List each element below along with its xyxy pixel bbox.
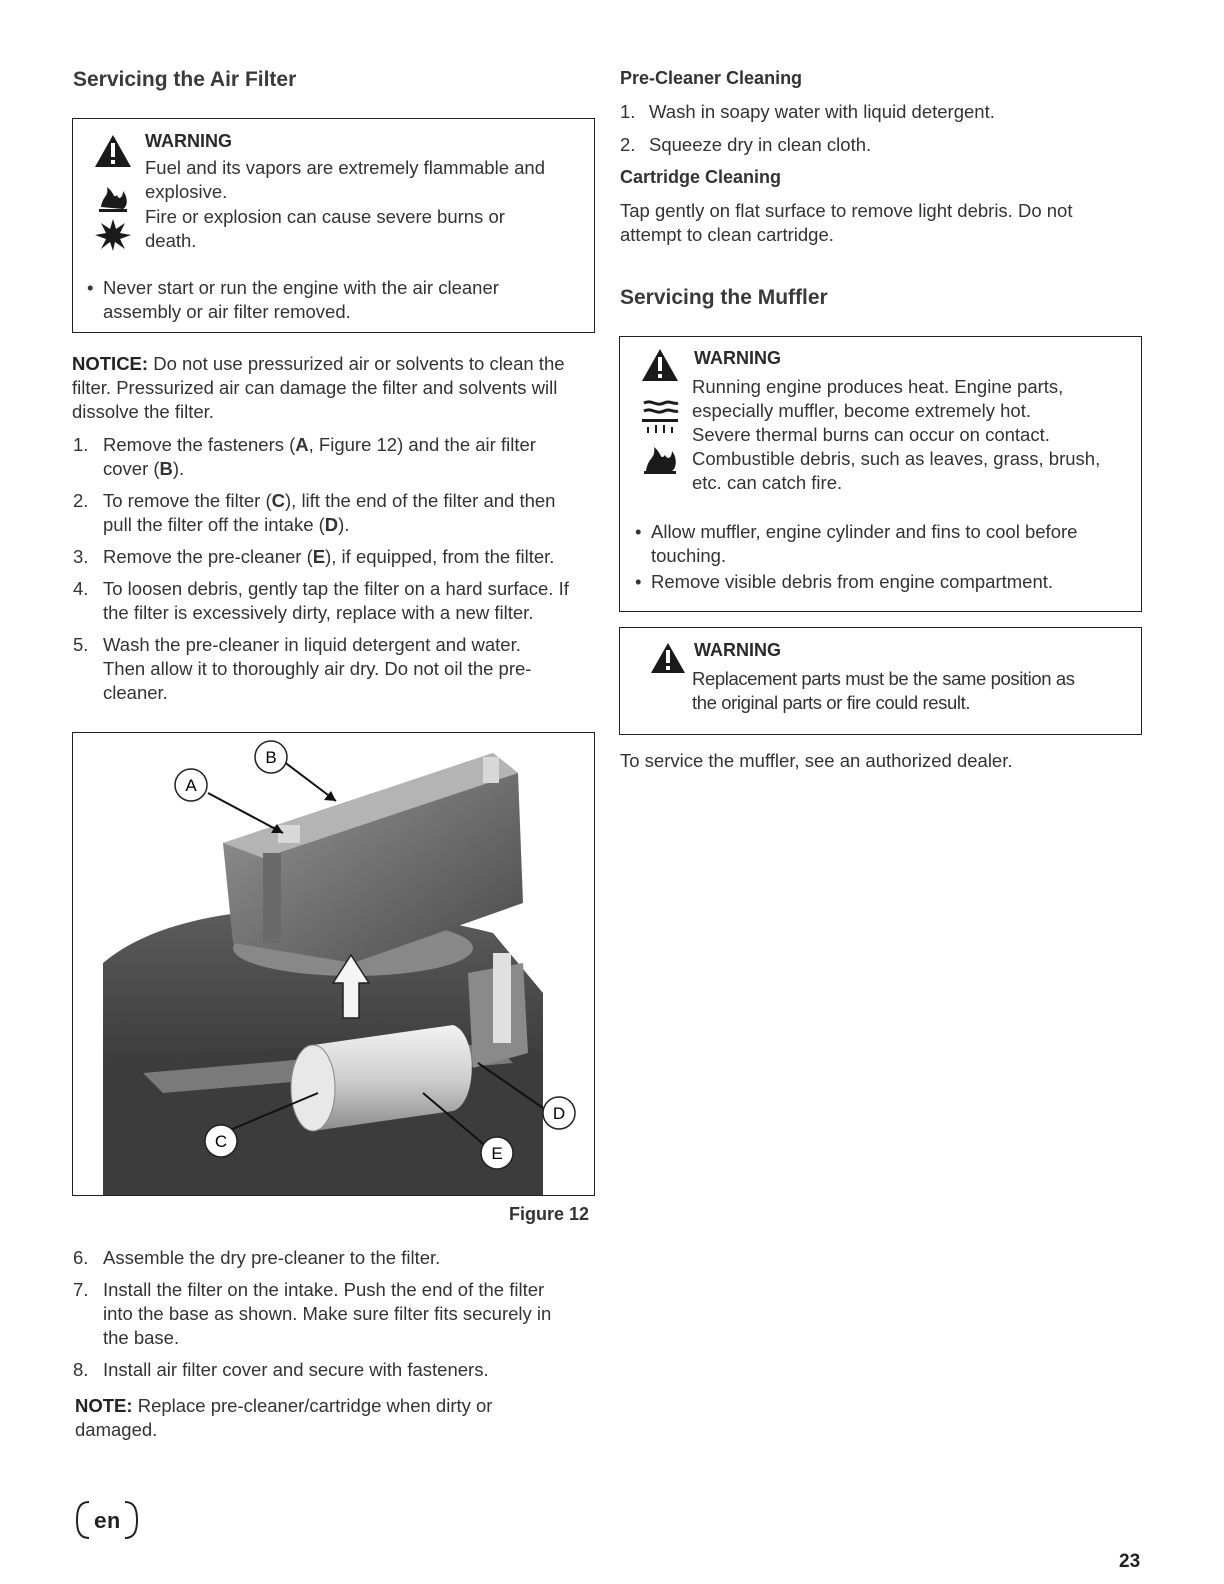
bullet-line: assembly or air filter removed. [103, 301, 351, 322]
filter-end [291, 1045, 335, 1131]
cartridge-paragraph [620, 199, 1072, 247]
bullet-line: touching. [651, 545, 727, 566]
flammable-icon [99, 187, 127, 212]
cartridge-text: attempt to clean cartridge. [620, 224, 834, 245]
step-number: 7. [73, 1279, 89, 1300]
precleaner-heading: Pre-Cleaner Cleaning [620, 68, 803, 88]
warning-line: explosive. [145, 181, 228, 202]
bracket-post [493, 953, 511, 1043]
warning-line: Fire or explosion can cause severe burns or [145, 206, 505, 227]
cartridge-heading: Cartridge Cleaning [620, 167, 782, 187]
figure-caption: Figure 12 [509, 1204, 590, 1224]
svg-text:C: C [214, 1132, 228, 1151]
warning-title: WARNING [145, 131, 232, 151]
warning-line: Combustible debris, such as leaves, grass, brush, [692, 448, 1101, 469]
warning-line: Replacement parts must be the same position as [692, 668, 1075, 689]
warning-bullet [635, 570, 1054, 594]
callout-d [543, 1097, 575, 1129]
step-item: 7. Install the filter on the intake. Push the end of the filter into the base as shown. Make sure filter fits securely in the base. [73, 1279, 552, 1348]
fastener-left [278, 825, 300, 843]
leader-a [208, 793, 283, 833]
alert-triangle-icon [650, 642, 686, 674]
bullet-line: Remove visible debris from engine compartment. [651, 571, 1054, 592]
note-text: damaged. [75, 1419, 158, 1440]
heat-warning-box [619, 336, 1142, 612]
warning-line: Fuel and its vapors are extremely flammable and [145, 157, 545, 178]
figure-12-illustration [72, 732, 595, 1196]
warning-line: etc. can catch fire. [692, 472, 843, 493]
warning-bullet [635, 520, 1078, 568]
alert-triangle-icon [95, 135, 131, 167]
svg-text:B: B [265, 748, 277, 767]
warning-title: WARNING [694, 348, 781, 368]
warning-line: especially muffler, become extremely hot. [692, 400, 1031, 421]
step-number: 8. [73, 1359, 89, 1380]
bullet-line: Never start or run the engine with the air cleaner [103, 277, 499, 298]
precleaner-step [620, 100, 995, 124]
warning-line: Running engine produces heat. Engine parts, [692, 376, 1064, 397]
warning-line: Severe thermal burns can occur on contact. [692, 424, 1050, 445]
explosion-icon [95, 219, 131, 251]
warning-icons [93, 133, 133, 253]
notice-text: dissolve the filter. [72, 401, 214, 422]
step-number: 4. [73, 578, 89, 599]
step-item: 1. Remove the fasteners (A, Figure 12) and the air filter cover (B). [73, 434, 536, 479]
callout-c [205, 1125, 237, 1157]
language-badge [75, 1500, 139, 1545]
fastener-right [483, 757, 499, 783]
note-paragraph [75, 1394, 492, 1442]
notice-label: NOTICE: [72, 353, 149, 374]
callout-e [481, 1137, 513, 1169]
fuel-warning-box [72, 118, 595, 333]
precleaner-step [620, 133, 872, 157]
notice-text: Do not use pressurized air or solvents to clean the [148, 353, 565, 374]
step-number: 1. [73, 434, 89, 455]
step-item: 8. Install air filter cover and secure with fasteners. [73, 1359, 489, 1380]
svg-text:E: E [491, 1144, 503, 1163]
hot-surface-icon [642, 402, 678, 433]
note-text: Replace pre-cleaner/cartridge when dirty or [132, 1395, 493, 1416]
step-number: 3. [73, 546, 89, 567]
step-number: 2. [620, 134, 636, 155]
bullet-line: Allow muffler, engine cylinder and fins to cool before [651, 521, 1078, 542]
fire-icon [644, 447, 676, 474]
replacement-warning-box [619, 627, 1142, 735]
warning-title: WARNING [694, 640, 781, 660]
page-number: 23 [1119, 1551, 1141, 1572]
callout-a [175, 769, 207, 801]
language-code: en [93, 1510, 121, 1535]
step-number: 5. [73, 634, 89, 655]
step-item: 3. Remove the pre-cleaner (E), if equipped, from the filter. [73, 546, 555, 567]
note-label: NOTE: [75, 1395, 133, 1416]
bullet-dot: • [635, 521, 642, 542]
step-item: 2. To remove the filter (C), lift the end of the filter and then pull the filter off the intake (D). [73, 490, 556, 535]
warning-icons [638, 347, 682, 477]
step-number: 6. [73, 1247, 89, 1268]
language-badge-frame [75, 1500, 139, 1540]
air-filter-diagram [73, 733, 593, 1195]
step-text: Squeeze dry in clean cloth. [649, 134, 872, 155]
alert-triangle-icon [642, 349, 678, 381]
bullet-dot: • [87, 277, 94, 298]
notice-paragraph [72, 352, 565, 424]
muffler-section-title: Servicing the Muffler [620, 286, 828, 309]
notice-text: filter. Pressurized air can damage the filter and solvents will [72, 377, 558, 398]
step-item: 4. To loosen debris, gently tap the filter on a hard surface. If the filter is excessively dirty, replace with a new filter. [73, 578, 569, 623]
svg-text:A: A [185, 776, 197, 795]
step-item: 5. Wash the pre-cleaner in liquid detergent and water. Then allow it to thoroughly air dry. Do not oil the pre- cleaner. [73, 634, 532, 703]
cover-slot [263, 853, 281, 943]
muffler-service-text: To service the muffler, see an authorized dealer. [620, 750, 1013, 771]
cartridge-text: Tap gently on flat surface to remove light debris. Do not [620, 200, 1073, 221]
step-number: 2. [73, 490, 89, 511]
svg-text:D: D [552, 1104, 566, 1123]
step-text: Wash in soapy water with liquid detergent. [649, 101, 995, 122]
steps-list-a [73, 433, 603, 713]
step-item: 6. Assemble the dry pre-cleaner to the filter. [73, 1247, 441, 1268]
air-filter-section-title: Servicing the Air Filter [73, 68, 297, 91]
steps-list-b [73, 1246, 603, 1390]
warning-line: death. [145, 230, 197, 251]
step-number: 1. [620, 101, 636, 122]
warning-line: the original parts or fire could result. [692, 692, 971, 713]
warning-bullet [87, 276, 499, 324]
callout-b [255, 741, 287, 773]
bullet-dot: • [635, 571, 642, 592]
